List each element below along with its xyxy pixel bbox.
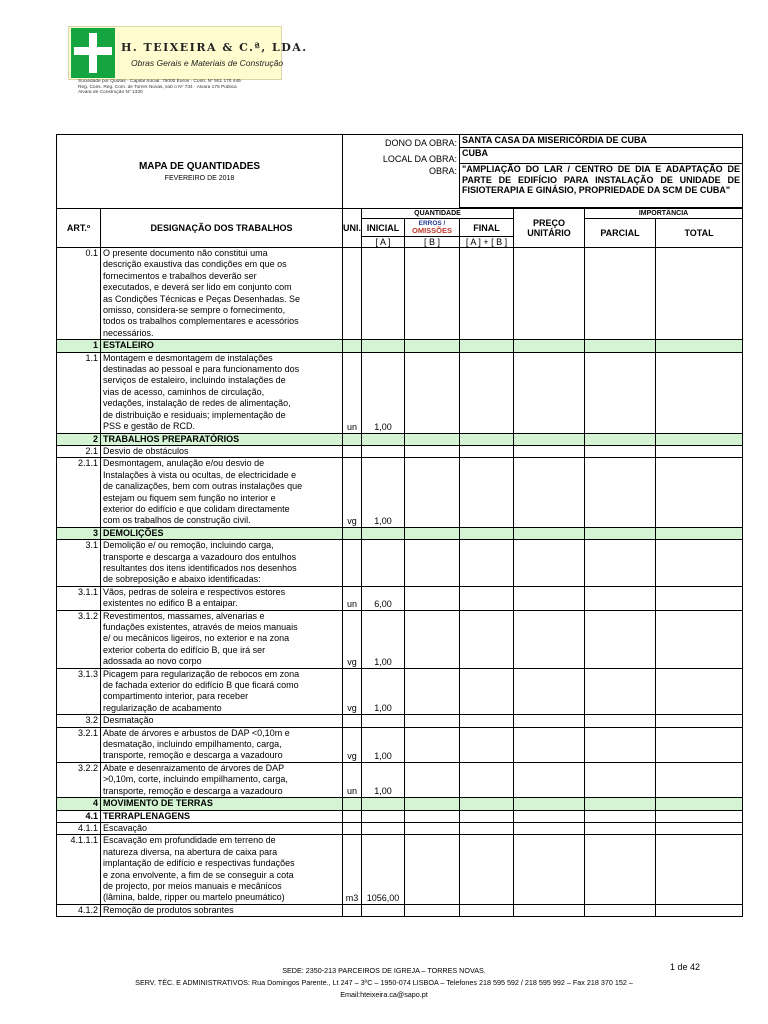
row-total	[656, 586, 743, 610]
row-total	[656, 835, 743, 904]
row-errors	[405, 762, 460, 797]
row-unit-price	[514, 835, 585, 904]
description-line: descrição exaustiva das condições em que os	[103, 259, 287, 270]
row-errors	[405, 727, 460, 762]
row-unit-price	[514, 352, 585, 433]
section-row	[57, 433, 743, 445]
col-quantity: QUANTIDADE	[362, 209, 514, 219]
company-logo	[68, 26, 308, 80]
description-line: Instalações à vista ou ocultas, de electricidade e	[103, 469, 297, 480]
row-total	[656, 727, 743, 762]
col-total: TOTAL	[656, 219, 743, 248]
description-line: de sobreposição e abaixo identificadas:	[103, 574, 261, 585]
table-row	[57, 810, 743, 822]
description-line: Vãos, pedras de soleira e respectivos estores	[103, 586, 286, 597]
row-description	[101, 340, 343, 352]
description-line: DEMOLIÇÕES	[103, 527, 164, 538]
row-article: 3.2	[57, 715, 101, 727]
description-line: com os trabalhos de construção civil.	[103, 515, 251, 526]
description-line: PSS e gestão de RCD.	[103, 421, 196, 432]
row-unit: un	[343, 352, 362, 433]
row-final	[460, 835, 514, 904]
row-unit-price	[514, 715, 585, 727]
description-line: Escavação	[103, 822, 148, 833]
row-initial-qty: 1,00	[362, 668, 405, 715]
row-final	[460, 540, 514, 587]
row-final	[460, 352, 514, 433]
description-line: exterior do edifício e que colidam directamente	[103, 503, 290, 514]
description-line: Demolição e/ ou remoção, incluindo carga,	[103, 540, 274, 551]
row-final	[460, 822, 514, 834]
row-final	[460, 458, 514, 527]
row-total	[656, 904, 743, 916]
row-errors	[405, 445, 460, 457]
row-total	[656, 445, 743, 457]
table-row	[57, 610, 743, 668]
row-final	[460, 715, 514, 727]
row-article: 4.1.1	[57, 822, 101, 834]
row-unit-price	[514, 727, 585, 762]
row-article: 3.1.3	[57, 668, 101, 715]
row-initial-qty	[362, 810, 405, 822]
row-initial-qty: 6,00	[362, 586, 405, 610]
col-partial: PARCIAL	[585, 219, 656, 248]
row-unit	[343, 445, 362, 457]
page-title: MAPA DE QUANTIDADES	[138, 161, 261, 172]
section-row	[57, 798, 743, 810]
table-row	[57, 445, 743, 457]
row-total	[656, 540, 743, 587]
description-line: todos os trabalhos complementares e acessórios	[103, 316, 299, 327]
row-article: 1	[57, 340, 101, 352]
row-final	[460, 904, 514, 916]
row-total	[656, 340, 743, 352]
row-description	[101, 352, 343, 433]
row-errors	[405, 433, 460, 445]
col-a: [ A ]	[362, 237, 405, 248]
table-row	[57, 668, 743, 715]
row-description	[101, 610, 343, 668]
description-line: de canalizações, bem com outras instalações que	[103, 481, 303, 492]
row-initial-qty: 1,00	[362, 610, 405, 668]
row-errors	[405, 352, 460, 433]
row-unit-price	[514, 527, 585, 539]
description-line: desmatação, incluindo empilhamento, carga,	[103, 739, 282, 750]
row-unit	[343, 810, 362, 822]
row-description	[101, 727, 343, 762]
section-row	[57, 340, 743, 352]
description-line: estejam ou fiquem sem função no interior e	[103, 492, 276, 503]
table-row	[57, 822, 743, 834]
table-row	[57, 727, 743, 762]
row-initial-qty	[362, 445, 405, 457]
row-initial-qty	[362, 527, 405, 539]
footer-services: SERV. TÉC. E ADMINISTRATIVOS: Rua Domingos Parente., Lt 247 – 3ºC – 1950-074 LISBOA – Telefones 218 595 592 / 218 595 992 – Fax 218 370 152 –	[135, 978, 633, 987]
row-errors	[405, 610, 460, 668]
row-partial	[585, 540, 656, 587]
description-line: ESTALEIRO	[103, 340, 154, 351]
col-art: ART.º	[57, 209, 101, 248]
table-row	[57, 352, 743, 433]
row-final	[460, 762, 514, 797]
row-article: 3.1.2	[57, 610, 101, 668]
row-article: 4.1.2	[57, 904, 101, 916]
row-article: 3.1	[57, 540, 101, 587]
company-legal-info: Sociedade por Quotas · Capital Social: 75000 Euros · Contr. Nº 501 170 445 Reg. Cons. Reg. Com. de Torres Novas, sob o Nº 734 · Alvará 175 Pública Alvará de Construção Nº 1330	[78, 79, 241, 96]
description-line: as Condições Técnicas e Peças Desenhadas. Se	[103, 293, 300, 304]
row-initial-qty	[362, 798, 405, 810]
row-errors	[405, 340, 460, 352]
row-unit-price	[514, 822, 585, 834]
row-article: 0.1	[57, 248, 101, 340]
row-description	[101, 586, 343, 610]
row-errors	[405, 835, 460, 904]
table-row	[57, 715, 743, 727]
row-partial	[585, 715, 656, 727]
row-description	[101, 762, 343, 797]
row-final	[460, 586, 514, 610]
description-line: regularização de acabamento	[103, 702, 222, 713]
description-line: Desmatação	[103, 715, 154, 726]
row-description	[101, 822, 343, 834]
row-unit	[343, 798, 362, 810]
description-line: transporte e descarga a vazadouro dos entulhos	[103, 551, 297, 562]
description-line: executados, e deverá ser lido em conjunto com	[103, 282, 292, 293]
row-unit-price	[514, 458, 585, 527]
row-unit	[343, 433, 362, 445]
row-total	[656, 458, 743, 527]
row-final	[460, 798, 514, 810]
table-row	[57, 248, 743, 340]
description-line: e zona envolvente, a fim de se conseguir a cota	[103, 869, 294, 880]
row-unit-price	[514, 586, 585, 610]
row-unit-price	[514, 798, 585, 810]
col-initial: INICIAL	[362, 219, 405, 237]
row-final	[460, 727, 514, 762]
row-final	[460, 445, 514, 457]
footer-sede: SEDE: 2350-213 PARCEIROS DE IGREJA – TORRES NOVAS.	[282, 966, 486, 975]
row-errors	[405, 248, 460, 340]
work-value: "AMPLIAÇÃO DO LAR / CENTRO DE DIA E ADAPTAÇÃO DE PARTE DE EDIFÍCIO PARA INSTALAÇÃO DE UNIDADE DE FISIOTERAPIA E GINÁSIO, PROPRIEDADE DA SCM DE CUBA"	[460, 164, 743, 208]
description-line: Abate de árvores e arbustos de DAP <0,10m e	[103, 727, 290, 738]
description-line: Desmontagem, anulação e/ou desvio de	[103, 458, 265, 469]
col-unit: UNI.	[343, 209, 362, 248]
row-partial	[585, 822, 656, 834]
row-initial-qty	[362, 904, 405, 916]
row-unit-price	[514, 445, 585, 457]
row-final	[460, 527, 514, 539]
row-article: 3	[57, 527, 101, 539]
row-partial	[585, 904, 656, 916]
row-errors	[405, 715, 460, 727]
quantities-table	[56, 134, 743, 917]
description-line: e/ ou mecânicos ligeiros, no exterior e na zona	[103, 633, 290, 644]
row-description	[101, 458, 343, 527]
row-partial	[585, 835, 656, 904]
row-partial	[585, 352, 656, 433]
row-unit-price	[514, 668, 585, 715]
description-line: Desvio de obstáculos	[103, 445, 189, 456]
row-initial-qty	[362, 340, 405, 352]
row-article: 2	[57, 433, 101, 445]
row-unit-price	[514, 248, 585, 340]
row-description	[101, 668, 343, 715]
page-number: 1 de 42	[669, 962, 700, 972]
row-total	[656, 433, 743, 445]
row-errors	[405, 822, 460, 834]
row-unit	[343, 715, 362, 727]
location-label: LOCAL DA OBRA:	[382, 153, 458, 164]
description-line: O presente documento não constitui uma	[103, 248, 268, 258]
row-article: 4.1	[57, 810, 101, 822]
description-line: serviços de estaleiro, incluindo instalações de	[103, 375, 286, 386]
row-total	[656, 352, 743, 433]
row-article: 1.1	[57, 352, 101, 433]
row-total	[656, 668, 743, 715]
row-errors	[405, 810, 460, 822]
row-total	[656, 527, 743, 539]
description-line: TERRAPLENAGENS	[103, 810, 191, 821]
table-row	[57, 762, 743, 797]
row-initial-qty: 1056,00	[362, 835, 405, 904]
description-line: necessários.	[103, 327, 154, 338]
row-unit	[343, 527, 362, 539]
row-description	[101, 798, 343, 810]
description-line: compartimento interior, para receber	[103, 691, 249, 702]
description-line: >0,10m, corte, incluindo empilhamento, carga,	[103, 774, 288, 785]
table-row	[57, 458, 743, 527]
row-description	[101, 835, 343, 904]
row-final	[460, 340, 514, 352]
row-partial	[585, 248, 656, 340]
description-line: transporte, remoção e descarga a vazadouro	[103, 785, 283, 796]
company-tagline: Obras Gerais e Materiais de Construção	[131, 58, 284, 68]
row-unit	[343, 540, 362, 587]
row-unit: m3	[343, 835, 362, 904]
row-unit: vg	[343, 668, 362, 715]
company-name: H. TEIXEIRA & C.ª, LDA.	[121, 41, 308, 54]
location-value: CUBA	[460, 148, 743, 164]
row-errors	[405, 540, 460, 587]
row-description	[101, 540, 343, 587]
row-final	[460, 248, 514, 340]
row-errors	[405, 458, 460, 527]
description-line: fornecimentos e trabalhos deverão ser	[103, 270, 257, 281]
row-partial	[585, 433, 656, 445]
row-description	[101, 248, 343, 340]
row-unit	[343, 904, 362, 916]
row-final	[460, 433, 514, 445]
document-date: FEVEREIRO DE 2018	[164, 175, 235, 182]
row-description	[101, 715, 343, 727]
row-initial-qty: 1,00	[362, 352, 405, 433]
description-line: vias de acesso, caminhos de circulação,	[103, 386, 265, 397]
row-partial	[585, 458, 656, 527]
row-partial	[585, 762, 656, 797]
row-unit-price	[514, 433, 585, 445]
table-row	[57, 540, 743, 587]
row-partial	[585, 445, 656, 457]
row-errors	[405, 904, 460, 916]
work-label: OBRA:	[429, 165, 458, 176]
description-line: fundações existentes, através de meios manuais	[103, 622, 298, 632]
owner-label: DONO DA OBRA:	[343, 135, 460, 148]
row-initial-qty	[362, 540, 405, 587]
row-initial-qty	[362, 715, 405, 727]
row-partial	[585, 586, 656, 610]
col-errors: ERROS / OMISSÕES	[405, 219, 460, 237]
col-b: [ B ]	[405, 237, 460, 248]
row-description	[101, 904, 343, 916]
description-line: MOVIMENTO DE TERRAS	[103, 798, 213, 809]
col-final: FINAL	[460, 219, 514, 237]
title-block	[57, 135, 343, 209]
description-line: (lâmina, balde, ripper ou martelo pneumático)	[103, 892, 285, 903]
row-unit: vg	[343, 727, 362, 762]
description-line: existentes no edifico B a entaipar.	[103, 598, 238, 609]
row-final	[460, 810, 514, 822]
green-cross-icon	[71, 28, 115, 78]
row-errors	[405, 668, 460, 715]
row-article: 2.1.1	[57, 458, 101, 527]
row-total	[656, 810, 743, 822]
table-row	[57, 904, 743, 916]
col-importance: IMPORTÂNCIA	[585, 209, 743, 219]
col-unit-price: PREÇO UNITÁRIO	[514, 209, 585, 248]
row-description	[101, 527, 343, 539]
description-line: natureza diversa, na abertura de caixa para	[103, 846, 278, 857]
row-total	[656, 610, 743, 668]
footer-email: Email:hteixeira.ca@sapo.pt	[340, 990, 428, 999]
col-designation: DESIGNAÇÃO DOS TRABALHOS	[101, 209, 343, 248]
description-line: de fachada exterior do edifício B que ficará como	[103, 680, 299, 691]
row-unit-price	[514, 340, 585, 352]
row-description	[101, 433, 343, 445]
row-unit	[343, 340, 362, 352]
row-partial	[585, 527, 656, 539]
row-partial	[585, 727, 656, 762]
row-partial	[585, 340, 656, 352]
description-line: vedações, instalação de redes de alimentação,	[103, 398, 291, 409]
row-initial-qty: 1,00	[362, 762, 405, 797]
table-row	[57, 586, 743, 610]
row-article: 2.1	[57, 445, 101, 457]
description-line: Picagem para regularização de rebocos em zona	[103, 668, 300, 679]
row-errors	[405, 586, 460, 610]
row-total	[656, 798, 743, 810]
row-initial-qty: 1,00	[362, 458, 405, 527]
row-unit	[343, 248, 362, 340]
row-unit-price	[514, 610, 585, 668]
description-line: implantação de edifício e respectivas fundações	[103, 858, 295, 869]
row-unit: vg	[343, 458, 362, 527]
row-total	[656, 715, 743, 727]
row-unit: un	[343, 762, 362, 797]
row-unit: vg	[343, 610, 362, 668]
row-initial-qty	[362, 248, 405, 340]
row-article: 4	[57, 798, 101, 810]
table-row	[57, 835, 743, 904]
description-line: Montagem e desmontagem de instalações	[103, 352, 273, 363]
row-unit-price	[514, 810, 585, 822]
row-unit: un	[343, 586, 362, 610]
row-total	[656, 822, 743, 834]
description-line: destinadas ao pessoal e para funcionamento dos	[103, 364, 300, 375]
row-unit-price	[514, 762, 585, 797]
row-article: 3.2.1	[57, 727, 101, 762]
row-errors	[405, 798, 460, 810]
description-line: Escavação em profundidade em terreno de	[103, 835, 276, 846]
description-line: de projecto, por meios manuais e mecânicos	[103, 880, 282, 891]
description-line: transporte, remoção e descarga a vazadouro	[103, 750, 283, 761]
row-total	[656, 762, 743, 797]
row-initial-qty	[362, 822, 405, 834]
row-initial-qty	[362, 433, 405, 445]
owner-value: SANTA CASA DA MISERICÓRDIA DE CUBA	[460, 135, 743, 148]
row-description	[101, 445, 343, 457]
description-line: Revestimentos, massames, alvenarias e	[103, 610, 265, 621]
row-description	[101, 810, 343, 822]
row-errors	[405, 527, 460, 539]
row-partial	[585, 810, 656, 822]
description-line: exterior coberta do edifício B, que irá ser	[103, 644, 266, 655]
row-article: 3.1.1	[57, 586, 101, 610]
row-initial-qty: 1,00	[362, 727, 405, 762]
row-article: 4.1.1.1	[57, 835, 101, 904]
description-line: adossada ao novo corpo	[103, 656, 202, 667]
row-final	[460, 668, 514, 715]
section-row	[57, 527, 743, 539]
description-line: resultantes dos itens identificados nos desenhos	[103, 562, 297, 573]
description-line: Remoção de produtos sobrantes	[103, 904, 234, 915]
description-line: omisso, considera-se sempre o fornecimento,	[103, 305, 286, 316]
row-partial	[585, 610, 656, 668]
row-partial	[585, 668, 656, 715]
description-line: Abate e desenraizamento de árvores de DAP	[103, 762, 285, 773]
description-line: TRABALHOS PREPARATÓRIOS	[103, 433, 240, 444]
row-unit-price	[514, 904, 585, 916]
col-ab: [ A ] + [ B ]	[460, 237, 514, 248]
row-unit-price	[514, 540, 585, 587]
row-total	[656, 248, 743, 340]
description-line: de distribuição e residuais; implementação de	[103, 409, 286, 420]
row-unit	[343, 822, 362, 834]
row-final	[460, 610, 514, 668]
row-partial	[585, 798, 656, 810]
row-article: 3.2.2	[57, 762, 101, 797]
